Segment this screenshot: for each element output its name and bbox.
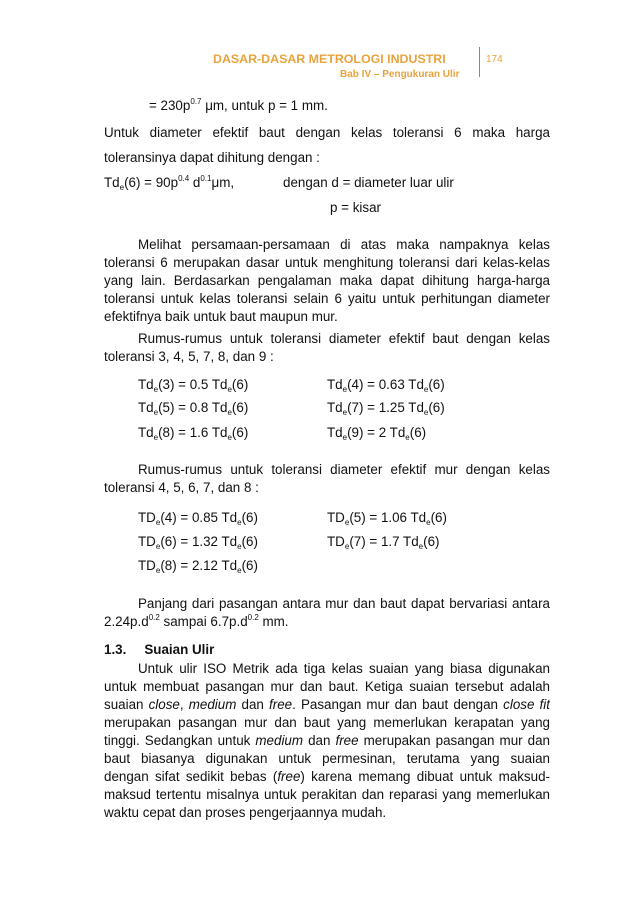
formula-td9: $Td_e(9) = 2$ $Td_e(6)$ bbox=[327, 425, 427, 442]
formula-note-d: dengan d = diameter luar ulir bbox=[283, 175, 454, 190]
formula-td4: $Td_e(4) = 0.63$ $Td_e(6)$ bbox=[327, 377, 445, 394]
formula-tde7: $TD_e(7) = 1.7$ $Td_e(6)$ bbox=[327, 534, 440, 551]
header-subtitle: Bab IV – Pengukuran Ulir bbox=[340, 69, 460, 80]
formula-td3: $Td_e(3) = 0.5$ $Td_e(6)$ bbox=[138, 377, 249, 394]
paragraph-2: Rumus-rumus untuk toleransi diameter efektif baut dengan kelas toleransi 3, 4, 5, 7, 8, dan 9 : bbox=[104, 331, 550, 364]
formula-tde5: $TD_e(5) = 1.06$ $Td_e(6)$ bbox=[327, 510, 447, 527]
formula-note-p: p = kisar bbox=[330, 200, 381, 215]
intro-line2: toleransinya dapat dihitung dengan : bbox=[104, 150, 320, 165]
formula-tde6: $TD_e(6) = 1.32$ $Td_e(6)$ bbox=[138, 534, 258, 551]
section-heading: 1.3. Suaian Ulir bbox=[104, 642, 215, 657]
page-number: 174 bbox=[486, 54, 503, 65]
header-divider bbox=[479, 47, 480, 77]
formula-td8: $Td_e(8) = 1.6$ $Td_e(6)$ bbox=[138, 425, 249, 442]
formula-td7: $Td_e(7) = 1.25$ $Td_e(6)$ bbox=[327, 400, 445, 417]
header-title: DASAR-DASAR METROLOGI INDUSTRI bbox=[213, 52, 446, 66]
paragraph-3: Rumus-rumus untuk toleransi diameter efektif mur dengan kelas toleransi 4, 5, 6, 7, dan 8 : bbox=[104, 462, 550, 495]
paragraph-1: Melihat persamaan-persamaan di atas maka nampaknya kelas toleransi 6 merupakan dasar untuk menghitung toleransi dari kelas-kelas yang lain. Berdasarkan pengalaman maka dapat dihitung harga-harga toleransi untuk kelas toleransi selain 6 yaitu untuk perhitungan diameter efektifnya baik untuk baut maupun mur. bbox=[104, 237, 550, 324]
paragraph-4: Panjang dari pasangan antara mur dan baut dapat bervariasi antara $2.24p.d^{0.2}$ sampai $6.7p.d^{0.2}$ mm. bbox=[104, 596, 550, 629]
formula-top: = $230p^{0.7}$ μm, untuk p = 1 mm. bbox=[149, 97, 328, 113]
formula-tde8: $TD_e(8) = 2.12$ $Td_e(6)$ bbox=[138, 558, 258, 575]
formula-tde4: $TD_e(4) = 0.85$ $Td_e(6)$ bbox=[138, 510, 258, 527]
paragraph-5: Untuk ulir ISO Metrik ada tiga kelas suaian yang biasa digunakan untuk membuat pasangan mur dan baut. Ketiga suaian tersebut adalah suaian close, medium dan free. Pasangan mur dan baut dengan close fit merupakan pasangan mur dan baut yang memerlukan kerapatan yang tinggi. Sedangkan untuk medium dan free merupakan pasangan mur dan baut biasanya digunakan untuk permesinan, terutama yang suaian dengan sifat sedikit bebas (free) karena memang dibuat untuk maksud- maksud tertentu misalnya untuk perakitan dan reparasi yang memerlukan waktu cepat dan proses pengerjaannya mudah. bbox=[104, 661, 550, 820]
formula-td6: $Td_e(6) = 90p^{0.4}$ $d^{0.1}\mu m$, bbox=[104, 174, 235, 192]
intro-paragraph: Untuk diameter efektif baut dengan kelas toleransi 6 maka harga bbox=[104, 125, 550, 140]
formula-td5: $Td_e(5) = 0.8$ $Td_e(6)$ bbox=[138, 400, 249, 417]
